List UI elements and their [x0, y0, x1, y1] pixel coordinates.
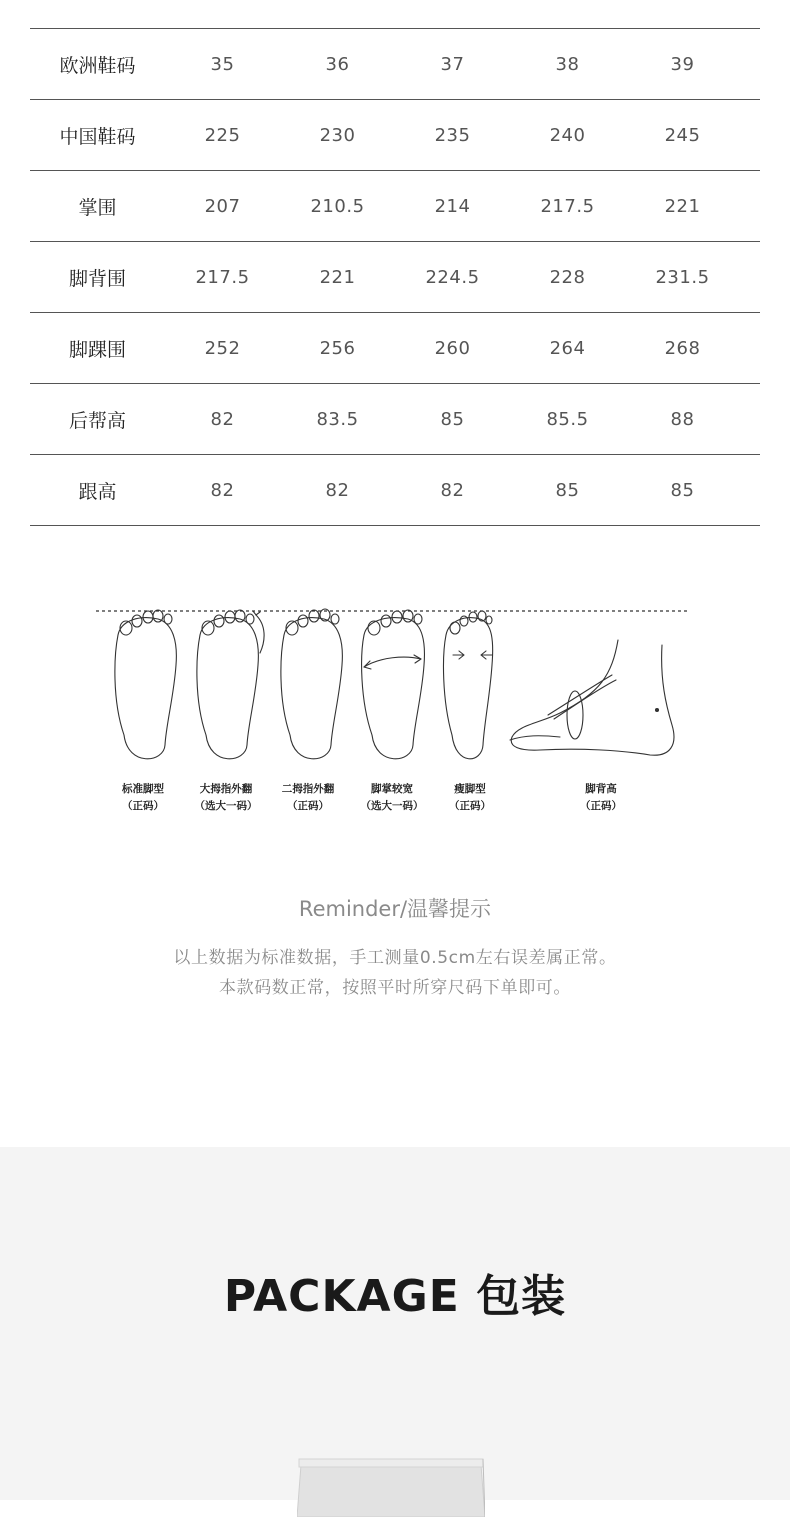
table-cell: 217.5 [195, 266, 250, 288]
table-row [30, 455, 760, 526]
table-cell: 82 [440, 479, 465, 501]
reminder-line-2: 本款码数正常，按照平时所穿尺码下单即可。 [219, 978, 571, 998]
row-label: 中国鞋码 [59, 125, 136, 148]
table-cell: 235 [434, 124, 471, 146]
foot-type-label: 二拇指外翻 [281, 783, 335, 795]
table-cell: 38 [555, 53, 580, 75]
foot-type-label: 瘦脚型 [454, 783, 486, 795]
foot-type-note: （选大一码） [360, 800, 424, 812]
table-cell: 207 [204, 195, 241, 217]
table-cell: 82 [210, 408, 235, 430]
size-table [30, 28, 760, 526]
table-cell: 214 [434, 195, 471, 217]
table-cell: 35 [210, 53, 235, 75]
table-row [30, 313, 760, 384]
table-cell: 82 [325, 479, 350, 501]
table-cell: 240 [549, 124, 586, 146]
table-cell: 228 [549, 266, 586, 288]
foot-type-note: （正码） [122, 800, 164, 812]
foot-type-label: 脚掌较宽 [371, 783, 413, 795]
table-cell: 256 [319, 337, 356, 359]
foot-bunion-icon [197, 610, 264, 759]
foot-second-toe-icon [281, 609, 342, 759]
table-cell: 36 [325, 53, 350, 75]
table-row [30, 100, 760, 171]
row-label: 后帮高 [68, 409, 126, 432]
table-cell: 245 [664, 124, 701, 146]
row-label: 脚背围 [68, 267, 126, 290]
package-title: PACKAGE 包装 [223, 1271, 567, 1322]
table-cell: 85 [670, 479, 695, 501]
table-cell: 85 [440, 408, 465, 430]
foot-wide-icon [362, 610, 425, 759]
row-label: 欧洲鞋码 [59, 54, 136, 77]
table-row [30, 384, 760, 455]
row-label: 脚踝围 [68, 338, 126, 361]
foot-type-note: （选大一码） [194, 800, 258, 812]
table-cell: 264 [549, 337, 586, 359]
table-cell: 221 [319, 266, 356, 288]
table-cell: 85 [555, 479, 580, 501]
reminder-line-1: 以上数据为标准数据，手工测量0.5cm左右误差属正常。 [173, 948, 617, 968]
table-row [30, 242, 760, 313]
foot-type-note: （正码） [449, 800, 491, 812]
reminder-title: Reminder/温馨提示 [298, 897, 492, 921]
table-cell: 85.5 [546, 408, 589, 430]
foot-slim-icon [444, 611, 493, 759]
foot-type-label: 脚背高 [585, 783, 617, 795]
foot-standard-icon [115, 610, 176, 759]
foot-type-note: （正码） [580, 800, 622, 812]
row-label: 跟高 [78, 480, 117, 503]
foot-type-note: （正码） [287, 800, 329, 812]
table-cell: 268 [664, 337, 701, 359]
package-section [0, 1147, 790, 1500]
package-box-icon [297, 1457, 485, 1517]
table-cell: 83.5 [316, 408, 359, 430]
table-cell: 231.5 [655, 266, 710, 288]
row-label: 掌围 [78, 196, 117, 219]
table-cell: 210.5 [310, 195, 365, 217]
foot-type-label: 大拇指外翻 [199, 783, 253, 795]
table-cell: 82 [210, 479, 235, 501]
table-cell: 260 [434, 337, 471, 359]
table-cell: 252 [204, 337, 241, 359]
table-row [30, 29, 760, 100]
table-cell: 88 [670, 408, 695, 430]
table-cell: 217.5 [540, 195, 595, 217]
table-cell: 221 [664, 195, 701, 217]
table-cell: 224.5 [425, 266, 480, 288]
table-cell: 230 [319, 124, 356, 146]
table-cell: 37 [440, 53, 465, 75]
table-cell: 225 [204, 124, 241, 146]
foot-high-instep-icon [510, 640, 674, 755]
table-cell: 39 [670, 53, 695, 75]
table-row [30, 171, 760, 242]
foot-type-label: 标准脚型 [122, 783, 164, 795]
foot-type-illustration [0, 585, 790, 825]
